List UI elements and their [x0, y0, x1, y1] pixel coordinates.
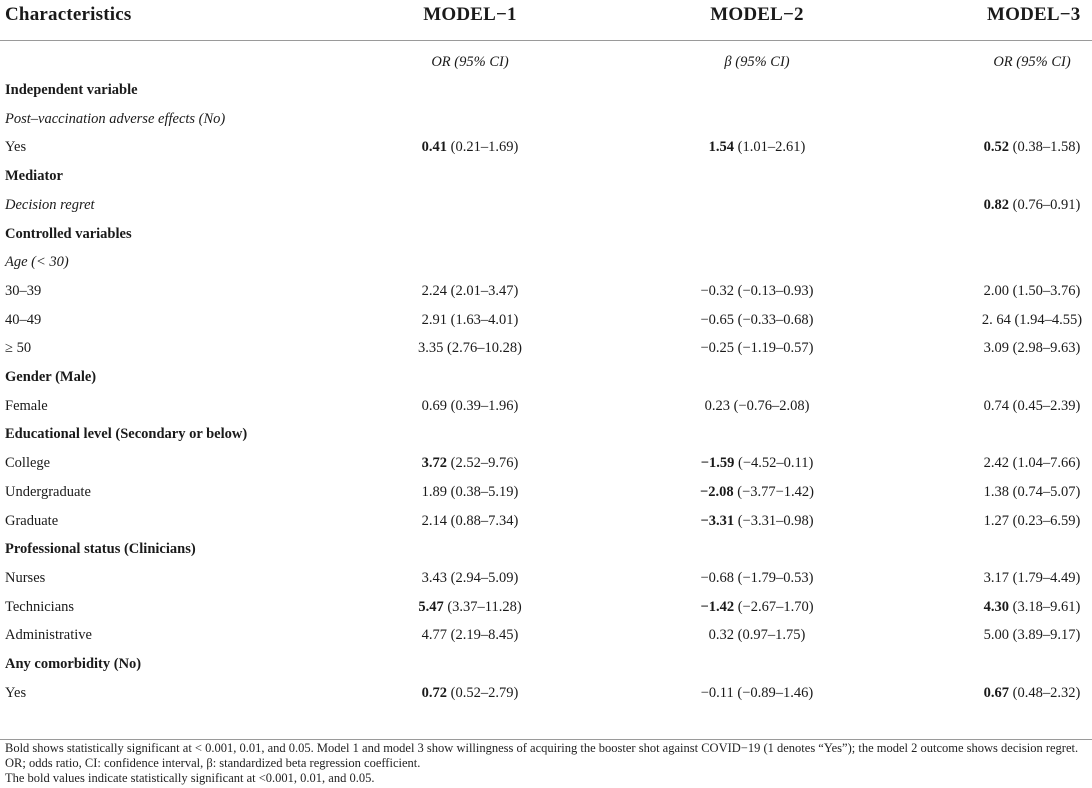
- cell-value: (0.52–2.79): [447, 684, 519, 701]
- model-2-cell: [700, 340, 813, 357]
- model-2-cell: [701, 455, 814, 472]
- table-row: [0, 480, 1092, 508]
- row-label: 40–49: [5, 311, 42, 328]
- cell-value: 3.09 (2.98–9.63): [983, 340, 1081, 357]
- row-label: Yes: [5, 139, 27, 156]
- model-2-cell: [701, 685, 813, 702]
- cell-value: 5.00 (3.89–9.17): [983, 627, 1081, 644]
- significant-estimate: 0.72: [421, 684, 448, 701]
- significant-estimate: 3.72: [421, 455, 448, 472]
- row-label: Professional status (Clinicians): [5, 541, 196, 558]
- row-label: ≥ 50: [5, 340, 32, 357]
- row-label: Age (< 30): [5, 254, 69, 271]
- cell-value: (0.38–1.58): [1009, 139, 1081, 156]
- model-3-cell: [984, 283, 1081, 300]
- row-label: Administrative: [5, 627, 92, 644]
- cell-value: 3.43 (2.94–5.09): [421, 569, 519, 586]
- table-row: [0, 394, 1092, 422]
- row-label: College: [5, 455, 51, 472]
- model-3-cell: [982, 312, 1082, 329]
- model-2-cell: [700, 570, 813, 587]
- row-label: Female: [5, 397, 48, 414]
- row-label: Decision regret: [5, 196, 95, 213]
- significant-estimate: 0.82: [983, 196, 1010, 213]
- table-row: [0, 164, 1092, 192]
- table-bottom-rule: [0, 739, 1092, 740]
- cell-value: (−4.52–0.11): [734, 455, 814, 472]
- model-3-cell: [984, 398, 1081, 415]
- row-label: Controlled variables: [5, 225, 132, 242]
- table-row: [0, 279, 1092, 307]
- model-3-cell: [984, 139, 1081, 156]
- table-row: [0, 681, 1092, 709]
- table-row: [0, 336, 1092, 364]
- cell-value: (−2.67–1.70): [734, 598, 814, 615]
- model-1-cell: [422, 685, 519, 702]
- model-1-cell: [422, 139, 519, 156]
- cell-value: 4.77 (2.19–8.45): [421, 627, 519, 644]
- table-row: [0, 308, 1092, 336]
- table-footnote-2: The bold values indicate statistically significant at <0.001, 0.01, and 0.05.: [5, 771, 375, 785]
- cell-value: 0.32 (0.97–1.75): [708, 627, 806, 644]
- subheader-model-2: β (95% CI): [724, 54, 790, 70]
- row-label: Nurses: [5, 569, 46, 586]
- row-label: Undergraduate: [5, 483, 91, 500]
- cell-value: 0.74 (0.45–2.39): [983, 397, 1081, 414]
- table-row: [0, 78, 1092, 106]
- cell-value: (3.37–11.28): [443, 598, 522, 615]
- model-1-cell: [422, 398, 519, 415]
- row-label: Gender (Male): [5, 369, 97, 385]
- model-1-cell: [418, 340, 522, 357]
- cell-value: 0.23 (−0.76–2.08): [704, 397, 810, 414]
- table-row: [0, 222, 1092, 250]
- model-2-cell: [700, 484, 814, 501]
- significant-estimate: 1.54: [708, 139, 735, 156]
- model-2-cell: [709, 627, 806, 644]
- cell-value: 2.91 (1.63–4.01): [421, 311, 519, 328]
- header-model-1: MODEL−1: [423, 4, 517, 25]
- cell-value: 3.17 (1.79–4.49): [983, 569, 1081, 586]
- cell-value: (0.48–2.32): [1009, 684, 1081, 701]
- significant-estimate: 5.47: [418, 598, 444, 615]
- model-2-cell: [700, 312, 813, 329]
- significant-estimate: 4.30: [983, 598, 1010, 615]
- table-row: [0, 107, 1092, 135]
- cell-value: 2.42 (1.04–7.66): [983, 455, 1081, 472]
- significant-estimate: −3.31: [700, 512, 735, 529]
- model-3-cell: [984, 340, 1081, 357]
- cell-value: (0.76–0.91): [1009, 196, 1081, 213]
- significant-estimate: −1.59: [700, 455, 735, 472]
- row-label: Mediator: [5, 168, 63, 185]
- model-3-cell: [984, 513, 1081, 530]
- cell-value: 2. 64 (1.94–4.55): [981, 311, 1083, 328]
- row-label: Independent variable: [5, 82, 138, 98]
- header-characteristics: Characteristics: [5, 4, 132, 25]
- cell-value: 1.27 (0.23–6.59): [983, 512, 1081, 529]
- model-1-cell: [422, 513, 519, 530]
- row-label: Yes: [5, 684, 27, 701]
- cell-value: (3.18–9.61): [1009, 598, 1081, 615]
- cell-value: −0.65 (−0.33–0.68): [700, 311, 814, 328]
- row-label: Post–vaccination adverse effects (No): [5, 110, 226, 127]
- model-1-cell: [422, 455, 519, 472]
- table-footnote-1: Bold shows statistically significant at < 0.001, 0.01, and 0.05. Model 1 and model 3 show willingness of acquiring the booster shot against COVID−19 (1 denotes “Yes”); the model 2 outcome shows decision regret. OR; odds ratio, CI: confidence interval, β: standardized beta regression coefficient.: [5, 741, 1079, 770]
- model-1-cell: [422, 484, 519, 501]
- significant-estimate: −1.42: [700, 598, 735, 615]
- table-row: [0, 652, 1092, 680]
- significant-estimate: −2.08: [699, 483, 734, 500]
- significant-estimate: 0.67: [983, 684, 1010, 701]
- table-row: [0, 595, 1092, 623]
- cell-value: 1.89 (0.38–5.19): [421, 483, 519, 500]
- model-3-cell: [984, 570, 1081, 587]
- row-label: 30–39: [5, 282, 42, 299]
- cell-value: −0.11 (−0.89–1.46): [700, 684, 814, 701]
- row-label: Educational level (Secondary or below): [5, 426, 248, 443]
- cell-value: (−3.77−1.42): [733, 483, 815, 500]
- model-2-cell: [709, 139, 806, 156]
- cell-value: (0.21–1.69): [447, 139, 519, 156]
- cell-value: (2.52–9.76): [447, 455, 519, 472]
- model-2-cell: [700, 599, 813, 616]
- cell-value: 3.35 (2.76–10.28): [418, 340, 522, 357]
- model-2-cell: [705, 398, 810, 415]
- significant-estimate: 0.41: [421, 139, 448, 156]
- cell-value: −0.25 (−1.19–0.57): [700, 340, 814, 357]
- model-1-cell: [422, 312, 519, 329]
- model-3-cell: [984, 599, 1081, 616]
- table-row: [0, 537, 1092, 565]
- header-model-2: MODEL−2: [710, 4, 804, 25]
- table-row: [0, 365, 1092, 393]
- table-header-row: [0, 0, 1092, 41]
- table-row: [0, 193, 1092, 221]
- model-1-cell: [422, 627, 519, 644]
- model-3-cell: [984, 455, 1081, 472]
- model-1-cell: [422, 283, 519, 300]
- table-row: [0, 623, 1092, 651]
- table-row: [0, 566, 1092, 594]
- cell-value: −0.32 (−0.13–0.93): [700, 282, 814, 299]
- table-row: [0, 422, 1092, 450]
- table-row: [0, 451, 1092, 479]
- table-row: [0, 250, 1092, 278]
- subheader-model-3: OR (95% CI): [993, 54, 1071, 70]
- cell-value: (−3.31–0.98): [734, 512, 814, 529]
- model-1-cell: [422, 570, 519, 587]
- row-label: Technicians: [5, 598, 75, 615]
- model-3-cell: [984, 685, 1081, 702]
- cell-value: −0.68 (−1.79–0.53): [700, 569, 814, 586]
- model-3-cell: [984, 197, 1081, 214]
- table-row: [0, 135, 1092, 163]
- row-label: Graduate: [5, 512, 59, 529]
- cell-value: 1.38 (0.74–5.07): [983, 483, 1081, 500]
- cell-value: 2.14 (0.88–7.34): [421, 512, 519, 529]
- model-2-cell: [700, 513, 813, 530]
- subheader-model-1: OR (95% CI): [431, 54, 509, 70]
- model-1-cell: [418, 599, 521, 616]
- row-label: Any comorbidity (No): [5, 656, 142, 672]
- model-3-cell: [984, 484, 1081, 501]
- cell-value: (1.01–2.61): [734, 139, 806, 156]
- table-row: [0, 509, 1092, 537]
- significant-estimate: 0.52: [983, 139, 1010, 156]
- model-2-cell: [700, 283, 813, 300]
- cell-value: 2.00 (1.50–3.76): [983, 282, 1081, 299]
- cell-value: 0.69 (0.39–1.96): [421, 397, 519, 414]
- model-3-cell: [984, 627, 1081, 644]
- header-model-3: MODEL−3: [987, 4, 1081, 25]
- table-subheader-row: [0, 40, 1092, 78]
- cell-value: 2.24 (2.01–3.47): [421, 282, 519, 299]
